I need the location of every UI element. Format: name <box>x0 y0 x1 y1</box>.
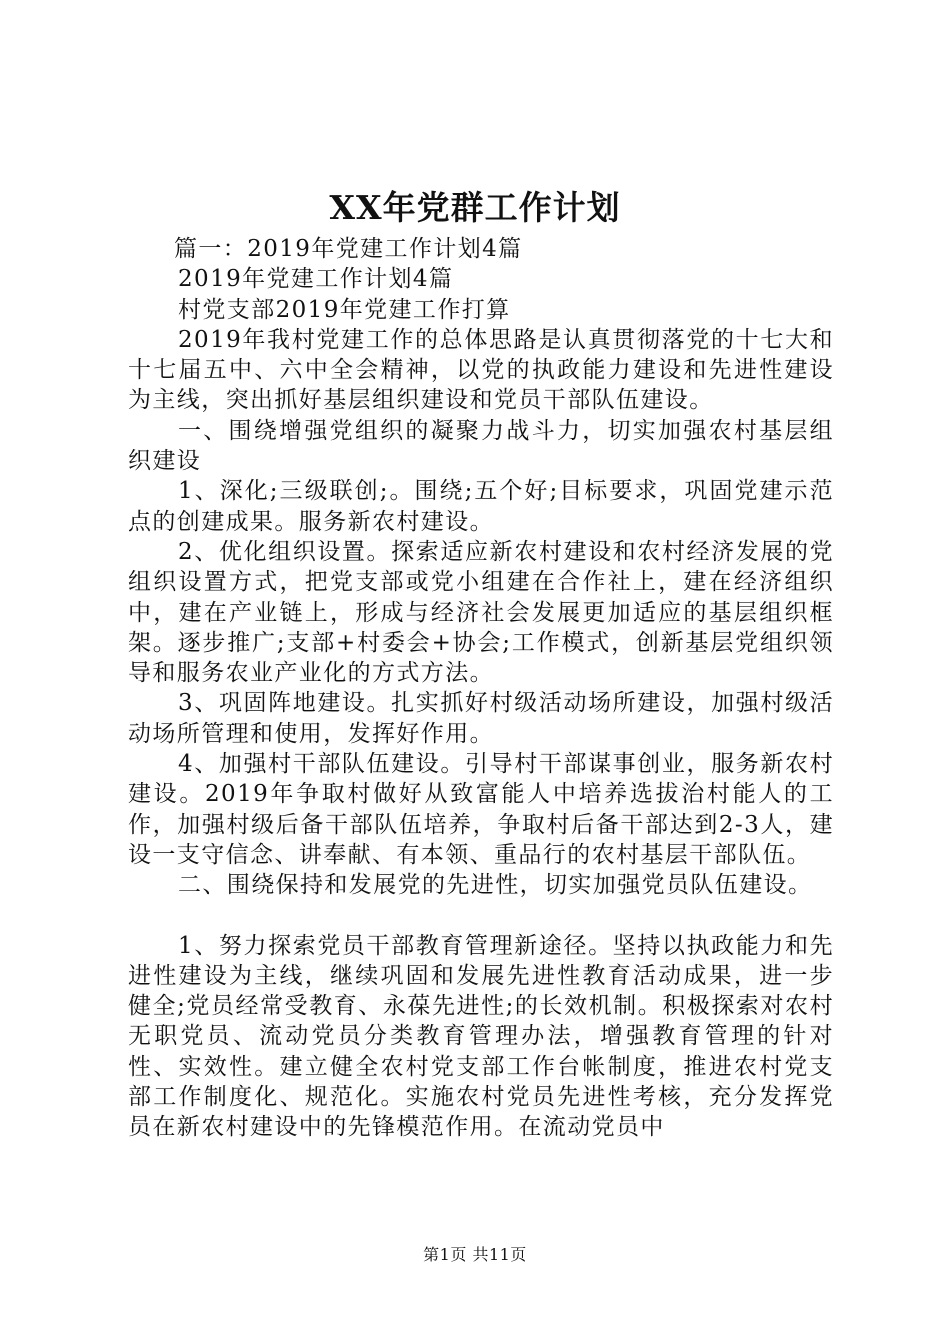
paragraph-overview: 2019年我村党建工作的总体思路是认真贯彻落党的十七大和十七届五中、六中全会精神，以党的执政能力建设和先进性建设为主线，突出抓好基层组织建设和党员干部队伍建设。 <box>128 326 834 414</box>
paragraph-item-3: 3、巩固阵地建设。扎实抓好村级活动场所建设，加强村级活动场所管理和使用，发挥好作用。 <box>128 690 834 747</box>
blank-line <box>128 901 834 931</box>
page-footer <box>0 1244 950 1266</box>
document-body <box>128 234 834 1143</box>
paragraph-chapter-heading: 篇一：2019年党建工作计划4篇 <box>174 236 523 262</box>
paragraph-item-4: 4、加强村干部队伍建设。引导村干部谋事创业，服务新农村建设。2019年争取村做好从致富能人中培养选拔治村能人的工作，加强村级后备干部队伍培养，争取村后备干部达到2-3人，建设一支守信念、讲奉献、有本领、重品行的农村基层干部队伍。 <box>128 751 834 868</box>
paragraph-item-2: 2、优化组织设置。探索适应新农村建设和农村经济发展的党组织设置方式，把党支部或党小组建在合作社上，建在经济组织中，建在产业链上，形成与经济社会发展更加适应的基层组织框架。逐步推广;支部+村委会+协会;工作模式，创新基层党组织领导和服务农业产业化的方式方法。 <box>128 538 834 687</box>
document-title: XX年党群工作计划 <box>329 188 621 227</box>
paragraph-subtitle: 2019年党建工作计划4篇 <box>178 266 454 293</box>
paragraph-section-2-item-1: 1、努力探索党员干部教育管理新途径。坚持以执政能力和先进性建设为主线，继续巩固和发展先进性教育活动成果，进一步健全;党员经常受教育、永葆先进性;的长效机制。积极探索对农村无职党员、流动党员分类教育管理办法，增强教育管理的针对性、实效性。建立健全农村党支部工作台帐制度，推进农村党支部工作制度化、规范化。实施农村党员先进性考核，充分发挥党员在新农村建设中的先锋模范作用。在流动党员中 <box>128 932 834 1141</box>
paragraph-plan-heading: 村党支部2019年党建工作打算 <box>178 296 511 323</box>
section-heading-1: 一、围绕增强党组织的凝聚力战斗力，切实加强农村基层组织建设 <box>128 417 834 475</box>
section-heading-2: 二、围绕保持和发展党的先进性，切实加强党员队伍建设。 <box>178 872 813 899</box>
page-indicator: 第1页 共11页 <box>423 1245 527 1264</box>
paragraph-item-1: 1、深化;三级联创;。围绕;五个好;目标要求，巩固党建示范点的创建成果。服务新农村建设。 <box>128 478 834 535</box>
